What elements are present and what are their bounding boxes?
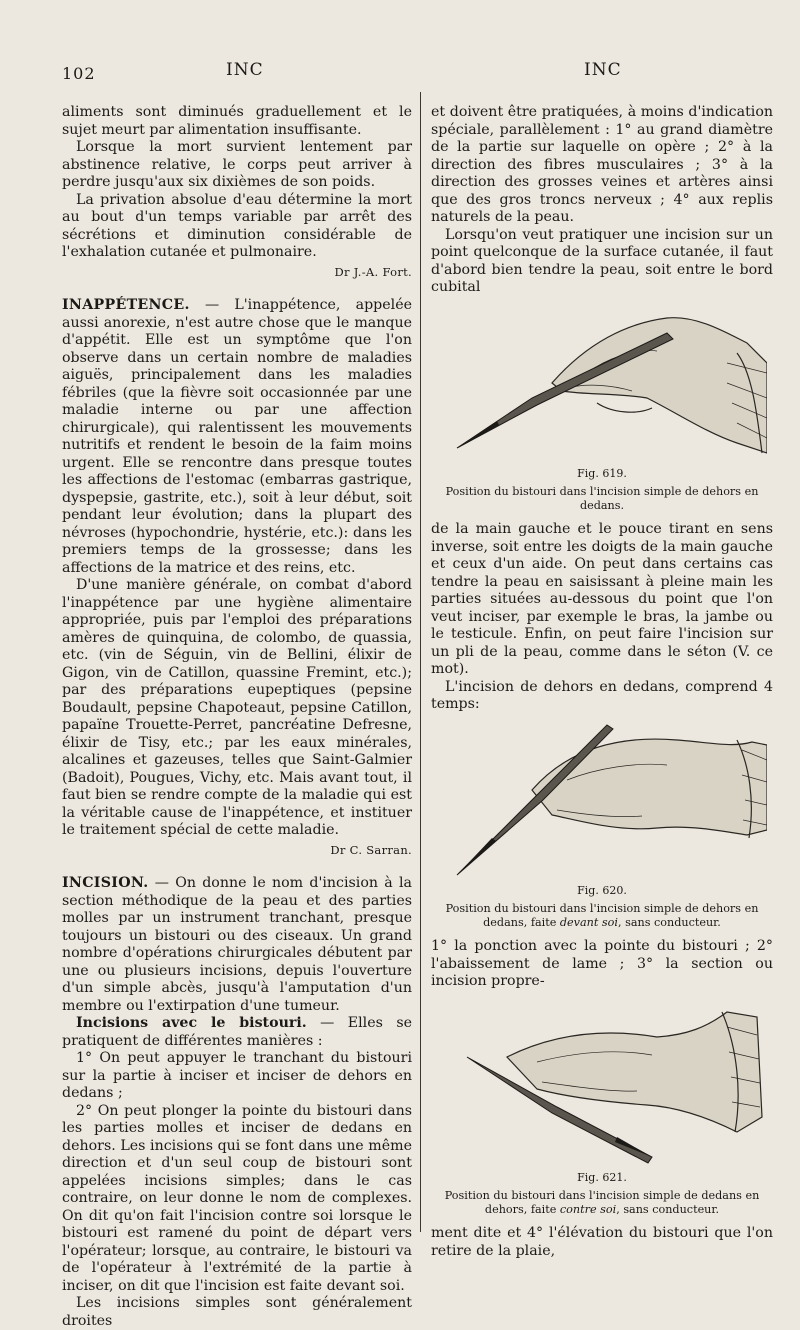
- article-heading: INCISION.: [62, 875, 149, 891]
- figure-620: [431, 720, 773, 931]
- left-column: [62, 104, 412, 1330]
- article-heading: INAPPÉTENCE.: [62, 297, 190, 313]
- article-incision: [62, 875, 412, 1330]
- column-divider: [420, 92, 421, 1232]
- hand-scalpel-illustration-621: [437, 997, 767, 1167]
- paragraph: Lorsque la mort survient lentement par abstinence relative, le corps peut arriver à perdre jusqu'aux six dixièmes de son poids.: [62, 139, 412, 190]
- page-number: 102: [62, 64, 96, 83]
- figure-number: Fig. 620.: [577, 883, 627, 897]
- hand-scalpel-illustration-620: [437, 720, 767, 880]
- article-text: — L'inappétence, appelée aussi anorexie, n'est autre chose que le manque d'appétit. Elle est un symptôme que l'on observe dans un certain nombre de maladies aiguës, principalement dans les maladies fébriles (que la fièvre soit occasionnée par une maladie interne ou par une affection chirurgicale), qui ralentissent les mouvements nutritifs et rendent le besoin de la faim moins urgent. Elle se rencontre dans presque toutes les affections de l'estomac (embarras gastrique, dyspepsie, gastrite, etc.), soit à leur début, soit pendant leur évolution; dans la plupart des névroses (hypochondrie, hystérie, etc.): dans les premiers temps de la grossesse; dans les affections de la matrice et des reins, etc.: [62, 297, 412, 576]
- author-signature: Dr J.-A. Fort.: [334, 264, 412, 279]
- figure-number: Fig. 619.: [577, 466, 627, 480]
- figure-caption: Position du bistouri dans l'incision simple de dehors en dedans.: [445, 485, 759, 512]
- paragraph: de la main gauche et le pouce tirant en sens inverse, soit entre les doigts de la main gauche et ceux d'un aide. On peut dans certains cas tendre la peau en saisissant à pleine main les parties situées au-dessous du point que l'on veut inciser, par exemple le bras, la jambe ou le testicule. Enfin, on peut faire l'incision sur un pli de la peau, comme dans le séton (V. ce mot).: [431, 521, 773, 677]
- figure-caption: Position du bistouri dans l'incision simple de dedans en dehors, faite contre soi, sans conducteur.: [444, 1189, 760, 1216]
- subheading: Incisions avec le bistouri.: [76, 1015, 307, 1031]
- paragraph: ment dite et 4° l'élévation du bistouri que l'on retire de la plaie,: [431, 1225, 773, 1259]
- paragraph: Lorsqu'on veut pratiquer une incision sur un point quelconque de la surface cutanée, il faut d'abord bien tendre la peau, soit entre le bord cubital: [431, 226, 773, 295]
- hand-scalpel-illustration-619: [437, 303, 767, 463]
- figure-619: [431, 303, 773, 514]
- figure-621: [431, 997, 773, 1218]
- paragraph: Les incisions simples sont généralement droites: [62, 1295, 412, 1329]
- paragraph: La privation absolue d'eau détermine la mort au bout d'un temps variable par arrêt des sécrétions et diminution considérable de l'exhalation cutanée et pulmonaire.: [62, 191, 412, 260]
- paragraph: 1° la ponction avec la pointe du bistouri ; 2° l'abaissement de lame ; 3° la section ou incision propre-: [431, 938, 773, 989]
- figure-caption: Position du bistouri dans l'incision simple de dehors en dedans, faite devant soi, sans conducteur.: [445, 902, 759, 929]
- paragraph: D'une manière générale, on combat d'abord l'inappétence par une hygiène alimentaire appropriée, puis par l'emploi des préparations amères de quinquina, de colombo, de quassia, etc. (vin de Séguin, vin de Bellini, élixir de Gigon, vin de Catillon, quassine Fremint, etc.); par des préparations eupeptiques (pepsine Boudault, pepsine Chapoteaut, pepsine Catillon, papaïne Trouette-Perret, pancréatine Defresne, élixir de Tisy, etc.; par les eaux minérales, alcalines et gazeuses, telles que Saint-Galmier (Badoit), Pougues, Vichy, etc. Mais avant tout, il faut bien se rendre compte de la maladie qui est la véritable cause de l'inappétence, et instituer le traitement spécial de cette maladie.: [62, 577, 412, 838]
- article-text: — On donne le nom d'incision à la section méthodique de la peau et des parties molles par un instrument tranchant, presque toujours un bistouri ou des ciseaux. Un grand nombre d'opérations chirurgicales débutent par une ou plusieurs incisions, depuis l'ouverture d'un simple abcès, jusqu'à l'amputation d'un membre ou l'extirpation d'une tumeur.: [62, 875, 412, 1014]
- paragraph: L'incision de dehors en dedans, comprend 4 temps:: [431, 678, 773, 712]
- right-column: [431, 104, 773, 1260]
- paragraph: 1° On peut appuyer le tranchant du bistouri sur la partie à inciser et inciser de dehors en dedans ;: [62, 1050, 412, 1101]
- paragraph: 2° On peut plonger la pointe du bistouri dans les parties molles et inciser de dedans en dehors. Les incisions qui se font dans une même direction et d'un seul coup de bistouri sont appelées incisions simples; dans le cas contraire, on leur donne le nom de complexes. On dit qu'on fait l'incision contre soi lorsque le bistouri est ramené du point de départ vers l'opérateur; lorsque, au contraire, le bistouri va de l'opérateur à l'extrémité de la partie à inciser, on dit que l'incision est faite devant soi.: [62, 1102, 412, 1294]
- left-running-head: INC: [226, 60, 264, 80]
- figure-number: Fig. 621.: [577, 1170, 627, 1184]
- paragraph: et doivent être pratiquées, à moins d'indication spéciale, parallèlement : 1° au grand diamètre de la partie sur laquelle on opère ; 2° à la direction des fibres musculaires ; 3° à la direction des grosses veines et artères ainsi que des gros troncs nerveux ; 4° aux replis naturels de la peau.: [431, 104, 773, 225]
- paragraph-text: — Elles se pratiquent de différentes manières :: [62, 1015, 412, 1049]
- right-running-head: INC: [584, 60, 622, 80]
- author-signature: Dr C. Sarran.: [330, 842, 412, 857]
- paragraph: aliments sont diminués graduellement et le sujet meurt par alimentation insuffisante.: [62, 104, 412, 138]
- article-inappetence: [62, 297, 412, 859]
